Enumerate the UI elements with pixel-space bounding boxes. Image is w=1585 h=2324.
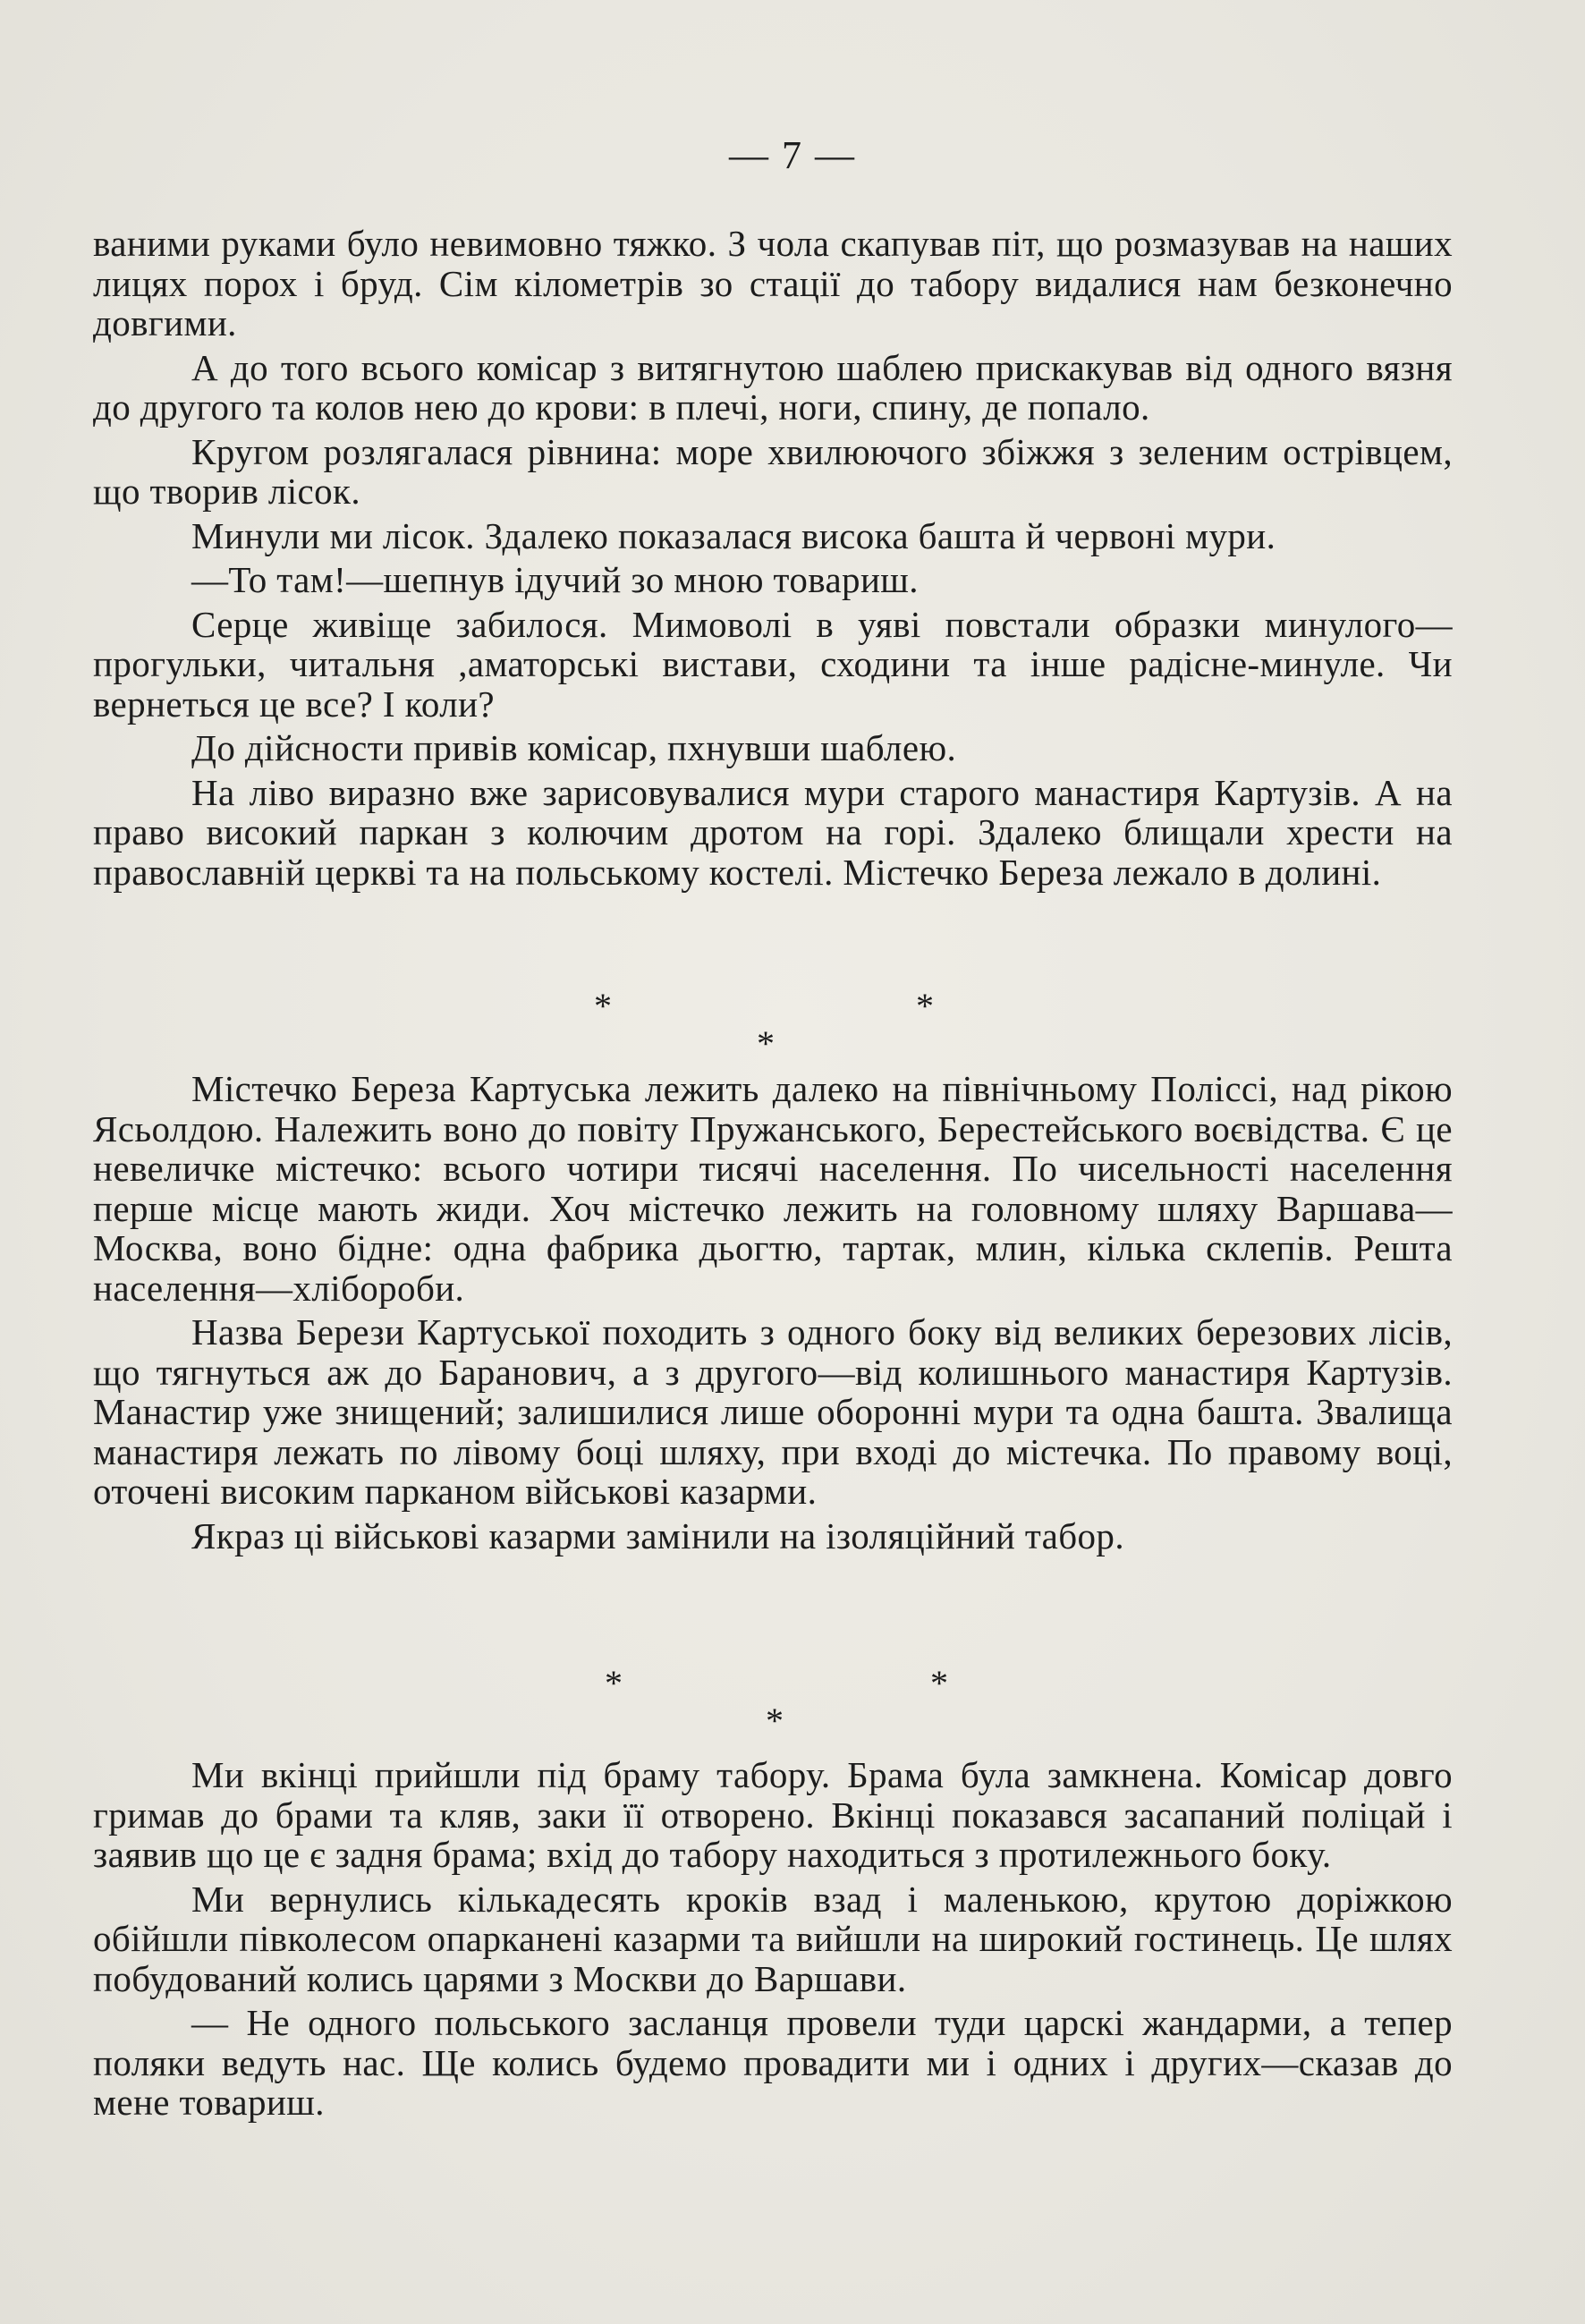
paragraph: ваними руками було невимовно тяжко. З чола скапував піт, що розмазував на наших лицях порох і бруд. Сім кілометрів зо стації до табору видалися нам безконечно довгими. bbox=[93, 223, 1453, 344]
text-section-1 bbox=[93, 224, 1453, 896]
paragraph: Ми вкінці прийшли під браму табору. Брама була замкнена. Комісар довго гримав до брами та кляв, заки її отворено. Вкінці показався засапаний поліцай і заявив що це є задня брама; вхід до табору находиться з протилежнього боку. bbox=[93, 1754, 1453, 1875]
asterisk: * bbox=[757, 1023, 775, 1064]
text-section-2 bbox=[93, 1069, 1453, 1560]
section-separator bbox=[0, 988, 1585, 1069]
asterisk: * bbox=[930, 1663, 948, 1703]
asterisk: * bbox=[605, 1663, 623, 1703]
section-separator bbox=[0, 1663, 1585, 1746]
paragraph: — Не одного польського засланця провели туди царскі жандарми, а тепер поляки ведуть нас. Ще колись будемо провадити ми і одних і других—сказав до мене товариш. bbox=[93, 2002, 1453, 2123]
paragraph: Минули ми лісок. Здалеко показалася висока башта й червоні мури. bbox=[191, 514, 1276, 556]
paragraph: На ліво виразно вже зарисовувалися мури старого манастиря Картузів. А на право високий паркан з колючим дротом на горі. Здалеко блищали хрести на православній церкві та на польському костелі. Містечко Береза лежало в долині. bbox=[93, 771, 1453, 893]
paragraph: Кругом розлягалася рівнина: море хвилюючого збіжжя з зеленим острівцем, що творив лісок. bbox=[93, 430, 1453, 512]
paragraph: Ми вернулись кількадесять кроків взад і маленькою, крутою доріжкою обійшли півколесом опарканені казарми та вийшли на широкий гостинець. Це шлях побудований колись царями з Москви до Варшави. bbox=[93, 1878, 1453, 1999]
page-number: — 7 — bbox=[729, 133, 856, 177]
asterisk: * bbox=[916, 986, 934, 1026]
text-section-3 bbox=[93, 1755, 1453, 2127]
paragraph: Серце живіще забилося. Мимоволі в уяві повстали образки минулого—прогульки, читальня ,аматорські вистави, сходини та інше радісне-минуле. Чи вернеться це все? І коли? bbox=[93, 603, 1453, 725]
paragraph: —То там!—шепнув ідучий зо мною товариш. bbox=[191, 559, 919, 600]
paragraph: А до того всього комісар з витягнутою шаблею прискакував від одного вязня до другого та колов нею до крови: в плечі, ноги, спину, де попало. bbox=[93, 346, 1453, 428]
paragraph: До дійсности привів комісар, пхнувши шаблею. bbox=[191, 727, 957, 768]
paragraph: Якраз ці військові казарми замінили на ізоляційний табор. bbox=[191, 1514, 1124, 1556]
asterisk: * bbox=[594, 986, 612, 1026]
paragraph: Назва Берези Картуської походить з одного боку від великих березових лісів, що тягнуться аж до Баранович, а з другого—від колишнього манастиря Картузів. Манастир уже знищений; залишилися лише оборонні мури та одна башта. Звалища манастиря лежать по лівому боці шляху, при вході до містечка. По правому воці, оточені високим парканом військові казарми. bbox=[93, 1311, 1453, 1512]
paragraph: Містечко Береза Картуська лежить далеко на північньому Поліссі, над рікою Ясьолдою. Належить воно до повіту Пружанського, Берестейського воєвідства. Є це невеличке містечко: всього чотири тисячі населення. По чисельності населення перше місце мають жиди. Хоч містечко лежить на головному шляху Варшава—Москва, воно бідне: одна фабрика дьогтю, тартак, млин, кілька склепів. Решта населення—хлібороби. bbox=[93, 1068, 1453, 1309]
asterisk: * bbox=[766, 1701, 784, 1741]
